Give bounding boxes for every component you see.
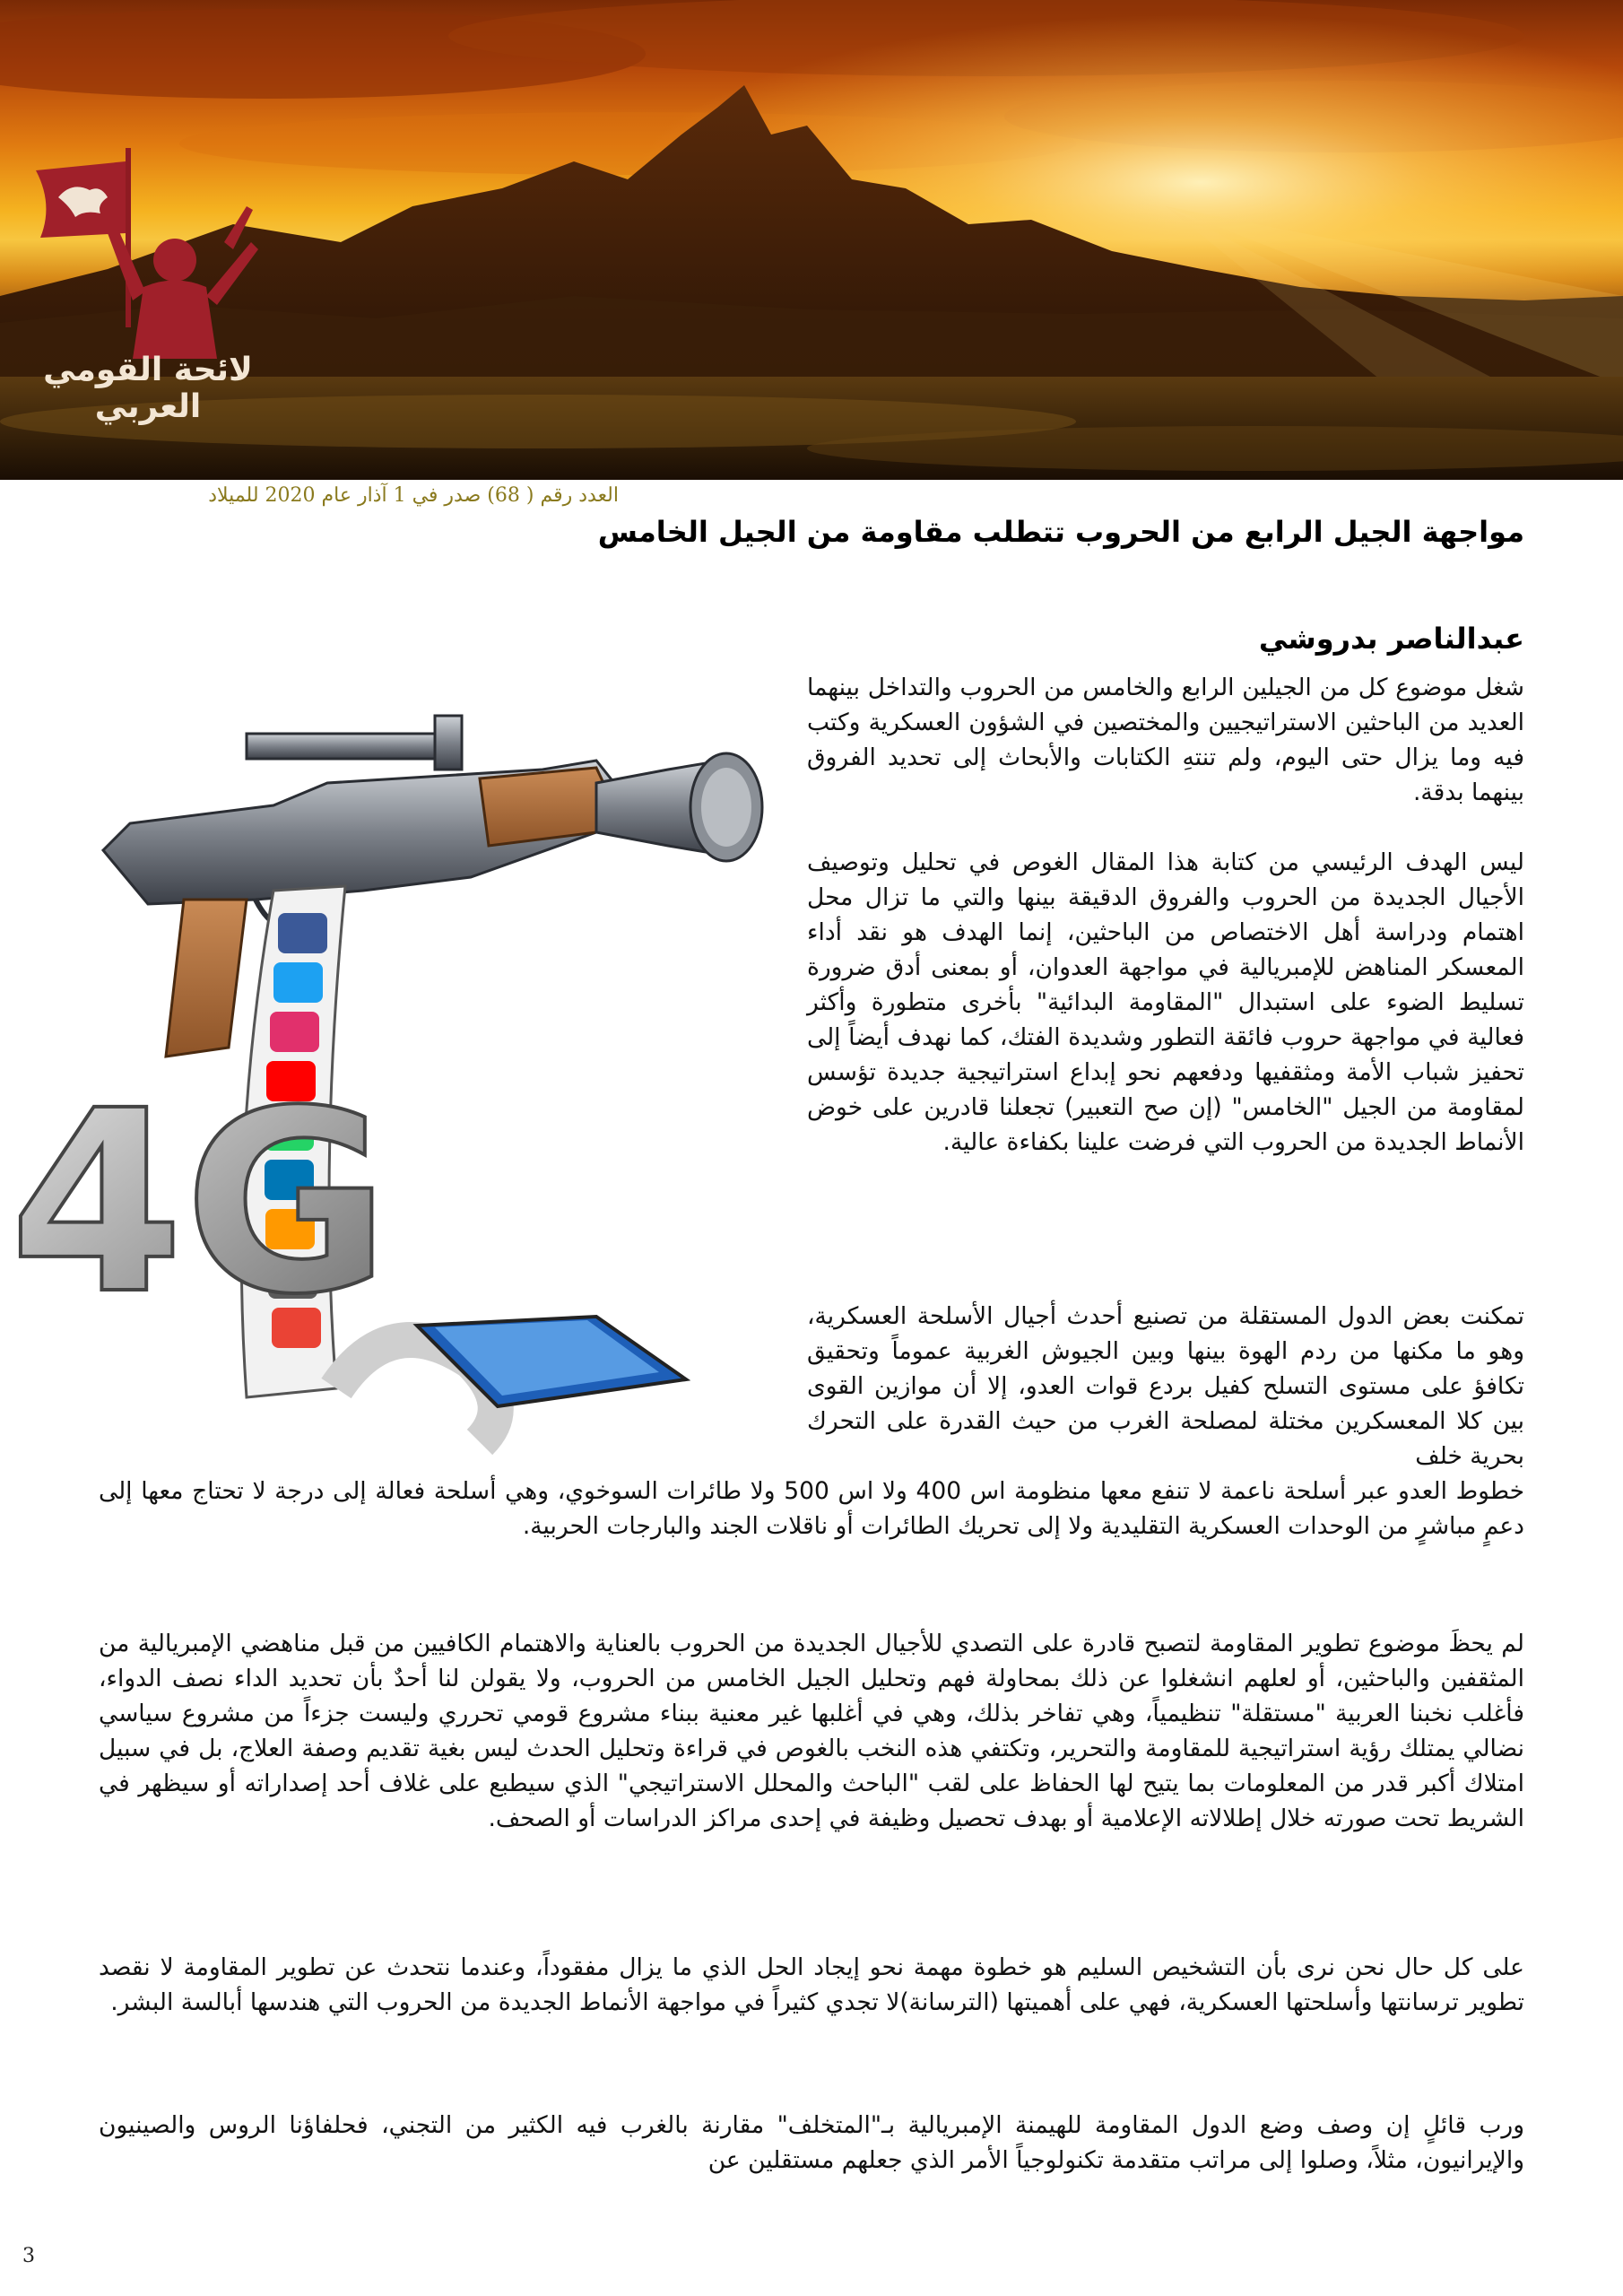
4g-badge-text: 4G — [9, 1057, 390, 1350]
paragraph-5: على كل حال نحن نرى بأن التشخيص السليم هو خطوة مهمة نحو إيجاد الحل الذي ما يزال مفقوداً، وعندما نتحدث عن تطوير المقاومة لا نقصد تطوير ترسانتها وأسلحتها العسكرية، فهي على أهميتها (الترسانة)لا تجدي كثيراً في مواجهة الأنماط الجديدة من الحروب التي هندسها أبالسة البشر. — [99, 1953, 1524, 2016]
paragraph-4: لم يحظَ موضوع تطوير المقاومة لتصبح قادرة على التصدي للأجيال الجديدة من الحروب بالعناية والاهتمام الكافيين من قبل مناهضي الإمبريالية من المثقفين والباحثين، أو لعلهم انشغلوا عن ذلك بمحاولة فهم وتحليل الجيل الخامس من الحروب، ولا يقولن لنا أحدٌ بأن تحديد الداء نصف الدواء، فأغلب نخبنا العربية "مستقلة" تنظيمياً، وهي تفاخر بذلك، وهي في أغلبها غير معنية ببناء مشروع قومي تحرري وليست جزءاً من مشروع سياسي نضالي يمتلك رؤية استراتيجية للمقاومة والتحرير، وتكتفي هذه النخب بالغوص في قراءة وتحليل الحدث ليس بغية تقديم وصفة العلاج، بل في سبيل امتلاك أكبر قدر من المعلومات بما يتيح لها الحفاظ على لقب "الباحث والمحلل الاستراتيجي" الذي سيطبع على غلاف أحد إصداراته أو سيظهر في الشريط تحت صورته خلال إطلالاته الإعلامية أو بهدف تحصيل وظيفة في إحدى مراكز الدراسات أو الصحف. — [99, 1630, 1524, 1832]
article-author: عبدالناصر بدروشي — [1258, 622, 1524, 656]
paragraph-3: تمكنت بعض الدول المستقلة من تصنيع أحدث أجيال الأسلحة العسكرية، وهو ما مكنها من ردم الهوة بينها وبين الجيوش الغربية عموماً وتحقيق تكافؤ على مستوى التسلح كفيل بردع قوات العدو، إلا أن موازين القوى بين كلا المعسكرين مختلة لمصلحة الغرب من حيث القدرة على التحرك بحرية خلف — [807, 1302, 1524, 1470]
article-title: مواجهة الجيل الرابع من الحروب تتطلب مقاومة من الجيل الخامس — [597, 515, 1524, 549]
logo-text: لائحة القومي العربي — [43, 352, 253, 425]
header-banner — [0, 0, 1623, 480]
issue-line: العدد رقم ( 68) صدر في 1 آذار عام 2020 للميلاد — [208, 484, 619, 507]
paragraph-2: ليس الهدف الرئيسي من كتابة هذا المقال الغوص في تحليل وتوصيف الأجيال الجديدة من الحروب والفروق الدقيقة بينها والتي ما تزال محل اهتمام ودراسة أهل الاختصاص من الباحثين، إنما الهدف هو نقد أداء المعسكر المناهض للإمبريالية في مواجهة العدوان، أو بمعنى أدق ضرورة تسليط الضوء على استبدال "المقاومة البدائية" بأخرى متطورة وأكثر فعالية في مواجهة حروب فائقة التطور وشديدة الفتك، كما نهدف أيضاً إلى تحفيز شباب الأمة ومثقفيها ودفعهم نحو إبداع استراتيجية جديدة تؤسس لمقاومة من الجيل "الخامس" (إن صح التعبير) تجعلنا قادرين على خوض الأنماط الجديدة من الحروب التي فرضت علينا بكفاءة عالية. — [807, 848, 1524, 1156]
rifle-microphone-4g-image — [9, 698, 771, 1442]
page-number: 3 — [22, 2245, 35, 2267]
paragraph-3-continued: خطوط العدو عبر أسلحة ناعمة لا تنفع معها منظومة اس 400 ولا اس 500 ولا طائرات السوخوي، وهي أسلحة فعالة إلى درجة لا تحتاج معها إلى دعمٍ مباشرٍ من الوحدات العسكرية التقليدية ولا إلى تحريك الطائرات أو ناقلات الجند والبارجات الحربية. — [99, 1477, 1524, 1540]
article-illustration — [9, 698, 771, 1442]
paragraph-6: ورب قائلٍ إن وصف وضع الدول المقاومة للهيمنة الإمبريالية بـ"المتخلف" مقارنة بالغرب فيه الكثير من التجني، فحلفاؤنا الروس والصينيون والإيرانيون، مثلاً، وصلوا إلى مراتب متقدمة تكنولوجياً الأمر الذي جعلهم مستقلين عن — [99, 2111, 1524, 2174]
paragraph-1: شغل موضوع كل من الجيلين الرابع والخامس من الحروب والتداخل بينهما العديد من الباحثين الاستراتيجيين والمختصين في الشؤون العسكرية وكتب فيه وما يزال حتى اليوم، ولم تنتهِ الكتابات والأبحاث إلى تحديد الفروق بينهما بدقة. — [807, 674, 1524, 806]
